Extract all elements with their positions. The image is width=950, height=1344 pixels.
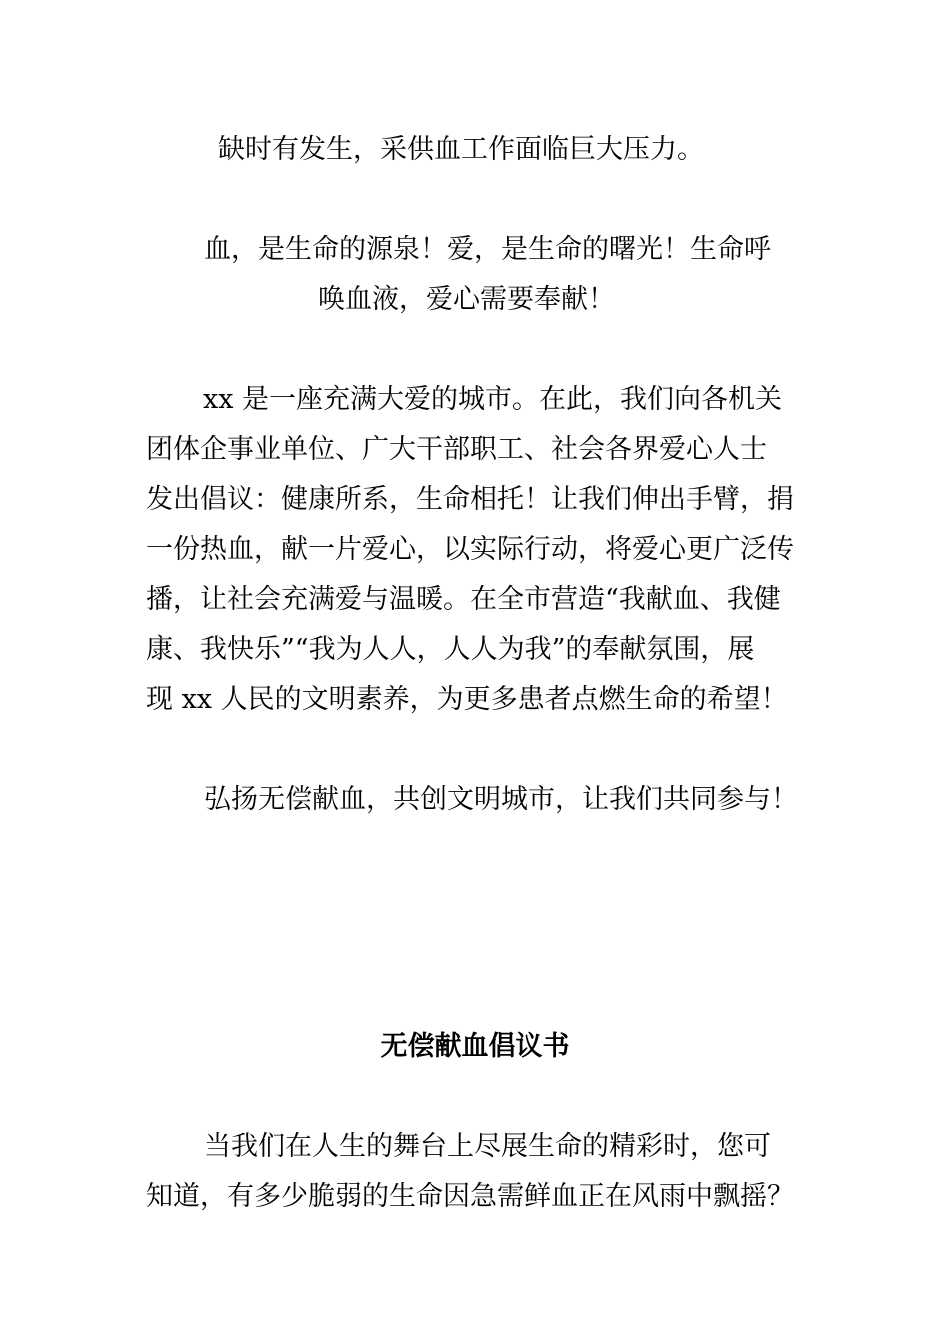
paragraph-line: 团体企事业单位、广大干部职工、社会各界爱心人士 [146,434,767,465]
paragraph-shortage-continued: 缺时有发生，采供血工作面临巨大压力。 [218,134,704,165]
paragraph-blood-source-line-1: 血，是生命的源泉！爱，是生命的曙光！生命呼 [204,234,771,265]
paragraph-slogan: 弘扬无偿献血，共创文明城市，让我们共同参与！ [204,784,798,815]
paragraph-line: 现 xx 人民的文明素养，为更多患者点燃生命的希望！ [146,684,788,715]
paragraph-line: xx 是一座充满大爱的城市。在此，我们向各机关 [203,384,783,415]
paragraph-intro-line-2: 知道，有多少脆弱的生命因急需鲜血正在风雨中飘摇？ [146,1181,794,1212]
paragraph-line: 播，让社会充满爱与温暖。在全市营造“我献血、我健 [146,584,781,615]
paragraph-intro-line-1: 当我们在人生的舞台上尽展生命的精彩时，您可 [204,1131,771,1162]
paragraph-line: 发出倡议：健康所系，生命相托！让我们伸出手臂，捐 [146,484,794,515]
paragraph-line: 一份热血，献一片爱心，以实际行动，将爱心更广泛传 [146,534,794,565]
paragraph-line: 康、我快乐”“我为人人，人人为我”的奉献氛围，展 [146,634,755,665]
paragraph-blood-source-line-2: 唤血液，爱心需要奉献！ [318,284,615,315]
document-title: 无偿献血倡议书 [380,1031,570,1062]
